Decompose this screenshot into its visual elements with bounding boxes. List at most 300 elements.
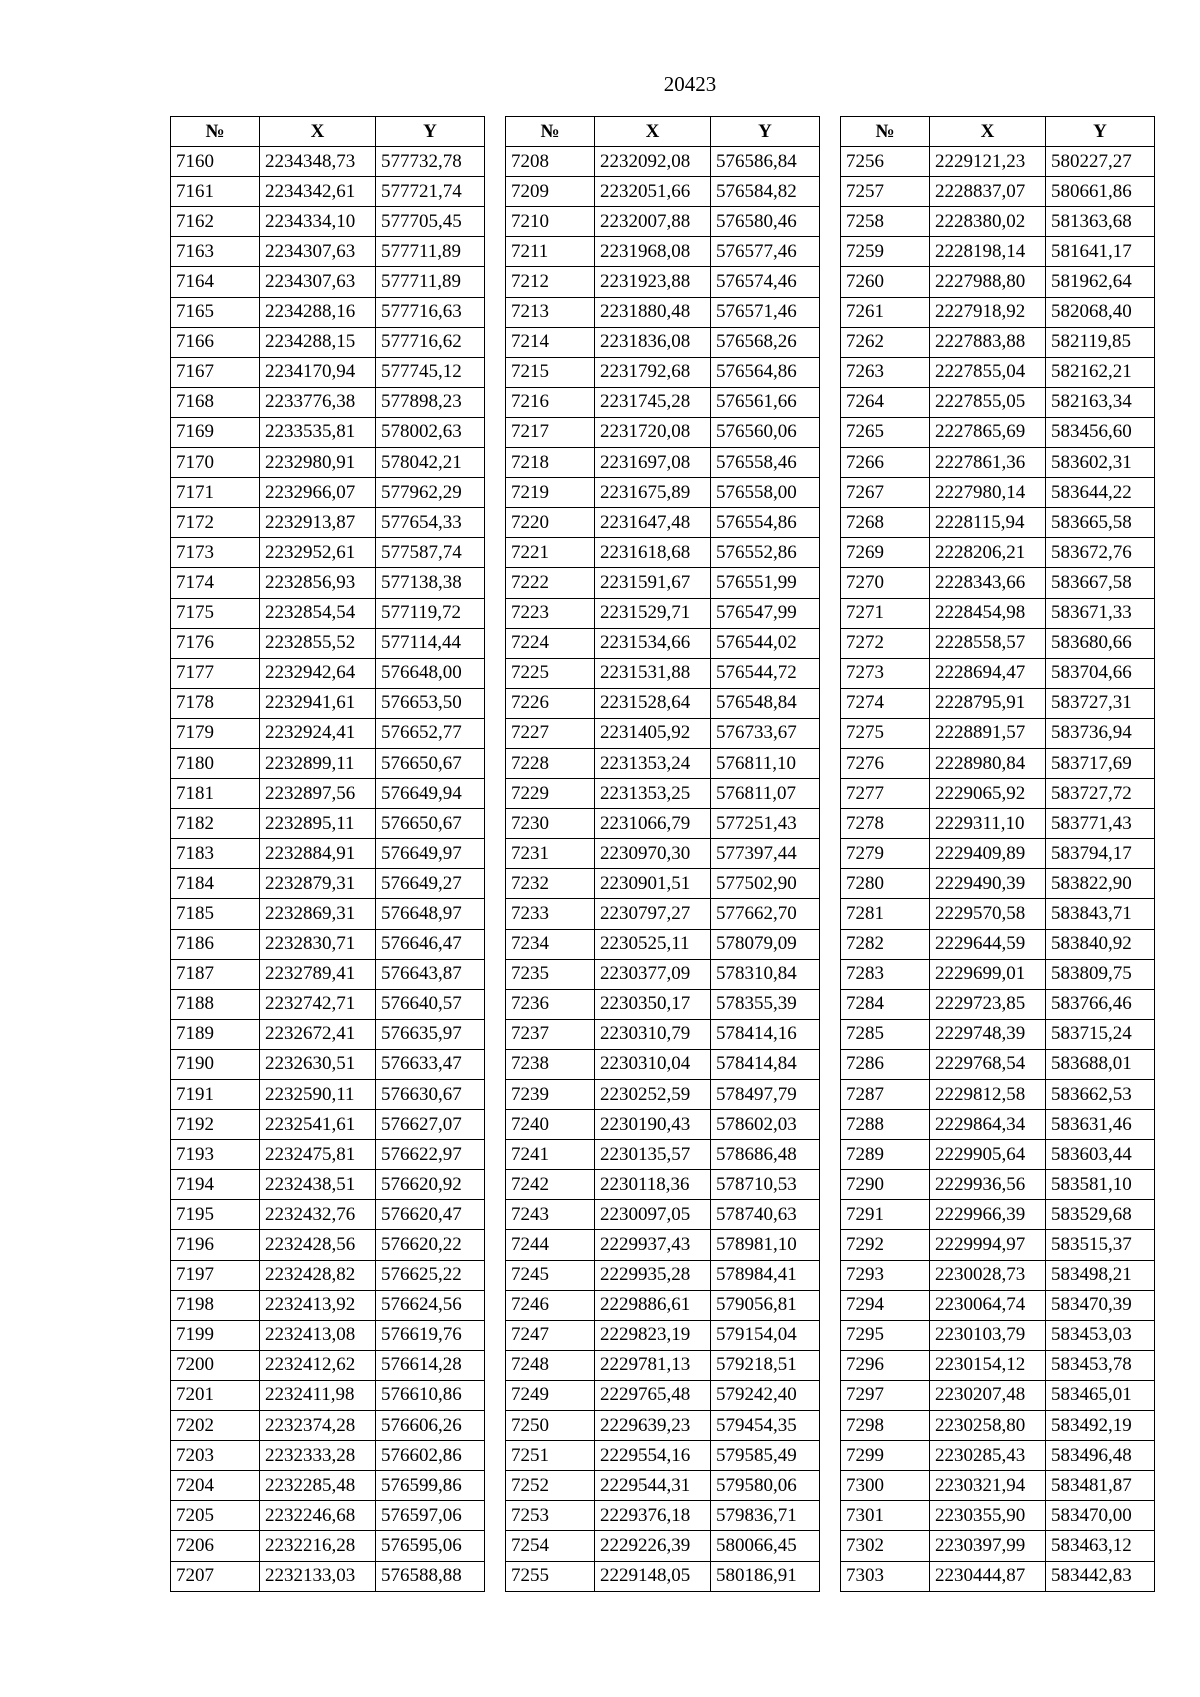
table-row [171, 538, 485, 568]
x-coordinate-cell: 2232897,56 [260, 779, 376, 809]
x-coordinate-cell: 2230154,12 [930, 1350, 1046, 1380]
table-body [171, 147, 485, 1592]
y-coordinate-cell: 577662,70 [711, 899, 820, 929]
table-row [171, 448, 485, 478]
table-row [506, 1501, 820, 1531]
x-coordinate-cell: 2229121,23 [930, 147, 1046, 177]
point-number-cell: 7215 [506, 357, 595, 387]
point-number-cell: 7260 [841, 267, 930, 297]
table-header-row [841, 117, 1155, 147]
y-coordinate-cell: 576584,82 [711, 177, 820, 207]
x-coordinate-cell: 2232092,08 [595, 147, 711, 177]
table-row [171, 748, 485, 778]
point-number-cell: 7246 [506, 1290, 595, 1320]
table-row [841, 568, 1155, 598]
y-coordinate-cell: 579242,40 [711, 1380, 820, 1410]
point-number-cell: 7167 [171, 357, 260, 387]
y-coordinate-cell: 583631,46 [1046, 1110, 1155, 1140]
table-row [506, 207, 820, 237]
table-row [171, 1230, 485, 1260]
x-coordinate-cell: 2227855,05 [930, 387, 1046, 417]
x-coordinate-cell: 2230525,11 [595, 929, 711, 959]
table-row [841, 688, 1155, 718]
table-row [841, 448, 1155, 478]
table-row [506, 1260, 820, 1290]
x-coordinate-cell: 2230310,04 [595, 1049, 711, 1079]
x-coordinate-cell: 2231534,66 [595, 628, 711, 658]
point-number-cell: 7165 [171, 297, 260, 327]
x-coordinate-cell: 2232966,07 [260, 478, 376, 508]
x-coordinate-cell: 2229864,34 [930, 1110, 1046, 1140]
y-coordinate-cell: 576630,67 [376, 1080, 485, 1110]
table-row [506, 989, 820, 1019]
x-coordinate-cell: 2229644,59 [930, 929, 1046, 959]
point-number-cell: 7300 [841, 1471, 930, 1501]
point-number-cell: 7186 [171, 929, 260, 959]
x-coordinate-cell: 2231066,79 [595, 809, 711, 839]
point-number-cell: 7183 [171, 839, 260, 869]
y-coordinate-cell: 581641,17 [1046, 237, 1155, 267]
point-number-cell: 7263 [841, 357, 930, 387]
table-row [841, 1200, 1155, 1230]
y-coordinate-cell: 578414,84 [711, 1049, 820, 1079]
point-number-cell: 7279 [841, 839, 930, 869]
y-coordinate-cell: 583667,58 [1046, 568, 1155, 598]
x-coordinate-cell: 2230310,79 [595, 1019, 711, 1049]
point-number-cell: 7297 [841, 1380, 930, 1410]
y-coordinate-cell: 583470,39 [1046, 1290, 1155, 1320]
y-coordinate-cell: 576635,97 [376, 1019, 485, 1049]
header-y: Y [1046, 117, 1155, 147]
y-coordinate-cell: 576544,02 [711, 628, 820, 658]
header-number: № [841, 117, 930, 147]
y-coordinate-cell: 577502,90 [711, 869, 820, 899]
x-coordinate-cell: 2232952,61 [260, 538, 376, 568]
table-row [841, 1140, 1155, 1170]
x-coordinate-cell: 2228980,84 [930, 748, 1046, 778]
x-coordinate-cell: 2231792,68 [595, 357, 711, 387]
y-coordinate-cell: 576574,46 [711, 267, 820, 297]
point-number-cell: 7257 [841, 177, 930, 207]
table-row [841, 1531, 1155, 1561]
y-coordinate-cell: 576649,94 [376, 779, 485, 809]
y-coordinate-cell: 583771,43 [1046, 809, 1155, 839]
table-row [171, 869, 485, 899]
table-row [171, 237, 485, 267]
point-number-cell: 7162 [171, 207, 260, 237]
x-coordinate-cell: 2229936,56 [930, 1170, 1046, 1200]
point-number-cell: 7273 [841, 658, 930, 688]
table-row [171, 1110, 485, 1140]
y-coordinate-cell: 579580,06 [711, 1471, 820, 1501]
table-row [171, 1471, 485, 1501]
x-coordinate-cell: 2229554,16 [595, 1441, 711, 1471]
y-coordinate-cell: 580186,91 [711, 1561, 820, 1591]
y-coordinate-cell: 576633,47 [376, 1049, 485, 1079]
y-coordinate-cell: 583498,21 [1046, 1260, 1155, 1290]
point-number-cell: 7207 [171, 1561, 260, 1591]
x-coordinate-cell: 2229748,39 [930, 1019, 1046, 1049]
point-number-cell: 7229 [506, 779, 595, 809]
point-number-cell: 7211 [506, 237, 595, 267]
table-row [841, 387, 1155, 417]
table-row [506, 1170, 820, 1200]
y-coordinate-cell: 578355,39 [711, 989, 820, 1019]
x-coordinate-cell: 2228380,02 [930, 207, 1046, 237]
x-coordinate-cell: 2232924,41 [260, 718, 376, 748]
point-number-cell: 7189 [171, 1019, 260, 1049]
x-coordinate-cell: 2229812,58 [930, 1080, 1046, 1110]
y-coordinate-cell: 576544,72 [711, 658, 820, 688]
x-coordinate-cell: 2230285,43 [930, 1441, 1046, 1471]
point-number-cell: 7267 [841, 478, 930, 508]
x-coordinate-cell: 2229148,05 [595, 1561, 711, 1591]
x-coordinate-cell: 2232884,91 [260, 839, 376, 869]
table-row [171, 297, 485, 327]
point-number-cell: 7166 [171, 327, 260, 357]
point-number-cell: 7232 [506, 869, 595, 899]
table-row [841, 1441, 1155, 1471]
header-y: Y [711, 117, 820, 147]
point-number-cell: 7203 [171, 1441, 260, 1471]
x-coordinate-cell: 2232285,48 [260, 1471, 376, 1501]
point-number-cell: 7288 [841, 1110, 930, 1140]
table-row [506, 1380, 820, 1410]
x-coordinate-cell: 2234307,63 [260, 267, 376, 297]
x-coordinate-cell: 2231528,64 [595, 688, 711, 718]
table-row [506, 839, 820, 869]
point-number-cell: 7281 [841, 899, 930, 929]
point-number-cell: 7256 [841, 147, 930, 177]
x-coordinate-cell: 2229994,97 [930, 1230, 1046, 1260]
point-number-cell: 7287 [841, 1080, 930, 1110]
x-coordinate-cell: 2231836,08 [595, 327, 711, 357]
y-coordinate-cell: 577711,89 [376, 267, 485, 297]
x-coordinate-cell: 2231353,25 [595, 779, 711, 809]
y-coordinate-cell: 576643,87 [376, 959, 485, 989]
y-coordinate-cell: 582163,34 [1046, 387, 1155, 417]
x-coordinate-cell: 2232855,52 [260, 628, 376, 658]
table-row [841, 1260, 1155, 1290]
table-row [841, 297, 1155, 327]
x-coordinate-cell: 2231353,24 [595, 748, 711, 778]
y-coordinate-cell: 583665,58 [1046, 508, 1155, 538]
point-number-cell: 7205 [171, 1501, 260, 1531]
y-coordinate-cell: 583680,66 [1046, 628, 1155, 658]
header-y: Y [376, 117, 485, 147]
y-coordinate-cell: 576586,84 [711, 147, 820, 177]
table-row [506, 417, 820, 447]
y-coordinate-cell: 576619,76 [376, 1320, 485, 1350]
x-coordinate-cell: 2230397,99 [930, 1531, 1046, 1561]
x-coordinate-cell: 2228198,14 [930, 237, 1046, 267]
table-row [841, 748, 1155, 778]
y-coordinate-cell: 576561,66 [711, 387, 820, 417]
x-coordinate-cell: 2228454,98 [930, 598, 1046, 628]
y-coordinate-cell: 577114,44 [376, 628, 485, 658]
y-coordinate-cell: 576652,77 [376, 718, 485, 748]
y-coordinate-cell: 577654,33 [376, 508, 485, 538]
y-coordinate-cell: 583840,92 [1046, 929, 1155, 959]
y-coordinate-cell: 579585,49 [711, 1441, 820, 1471]
x-coordinate-cell: 2230207,48 [930, 1380, 1046, 1410]
table-row [171, 989, 485, 1019]
table-row [841, 237, 1155, 267]
x-coordinate-cell: 2230901,51 [595, 869, 711, 899]
y-coordinate-cell: 583481,87 [1046, 1471, 1155, 1501]
point-number-cell: 7196 [171, 1230, 260, 1260]
y-coordinate-cell: 578740,63 [711, 1200, 820, 1230]
x-coordinate-cell: 2231745,28 [595, 387, 711, 417]
table-row [841, 508, 1155, 538]
x-coordinate-cell: 2232899,11 [260, 748, 376, 778]
x-coordinate-cell: 2228837,07 [930, 177, 1046, 207]
x-coordinate-cell: 2232432,76 [260, 1200, 376, 1230]
x-coordinate-cell: 2230444,87 [930, 1561, 1046, 1591]
table-row [506, 538, 820, 568]
point-number-cell: 7191 [171, 1080, 260, 1110]
point-number-cell: 7198 [171, 1290, 260, 1320]
y-coordinate-cell: 583603,44 [1046, 1140, 1155, 1170]
x-coordinate-cell: 2232590,11 [260, 1080, 376, 1110]
y-coordinate-cell: 578984,41 [711, 1260, 820, 1290]
header-x: X [930, 117, 1046, 147]
table-row [506, 1561, 820, 1591]
x-coordinate-cell: 2229966,39 [930, 1200, 1046, 1230]
y-coordinate-cell: 576649,97 [376, 839, 485, 869]
y-coordinate-cell: 583496,48 [1046, 1441, 1155, 1471]
y-coordinate-cell: 576614,28 [376, 1350, 485, 1380]
table-row [506, 1441, 820, 1471]
table-row [171, 1049, 485, 1079]
table-row [841, 267, 1155, 297]
x-coordinate-cell: 2230355,90 [930, 1501, 1046, 1531]
x-coordinate-cell: 2233776,38 [260, 387, 376, 417]
x-coordinate-cell: 2229490,39 [930, 869, 1046, 899]
point-number-cell: 7242 [506, 1170, 595, 1200]
point-number-cell: 7199 [171, 1320, 260, 1350]
y-coordinate-cell: 583453,78 [1046, 1350, 1155, 1380]
table-row [171, 267, 485, 297]
y-coordinate-cell: 576620,47 [376, 1200, 485, 1230]
x-coordinate-cell: 2232413,08 [260, 1320, 376, 1350]
y-coordinate-cell: 576811,07 [711, 779, 820, 809]
x-coordinate-cell: 2232854,54 [260, 598, 376, 628]
point-number-cell: 7253 [506, 1501, 595, 1531]
table-row [506, 899, 820, 929]
y-coordinate-cell: 576597,06 [376, 1501, 485, 1531]
x-coordinate-cell: 2229935,28 [595, 1260, 711, 1290]
point-number-cell: 7193 [171, 1140, 260, 1170]
point-number-cell: 7230 [506, 809, 595, 839]
table-row [841, 779, 1155, 809]
y-coordinate-cell: 583843,71 [1046, 899, 1155, 929]
table-row [171, 417, 485, 447]
y-coordinate-cell: 578710,53 [711, 1170, 820, 1200]
x-coordinate-cell: 2231675,89 [595, 478, 711, 508]
table-row [171, 177, 485, 207]
y-coordinate-cell: 583688,01 [1046, 1049, 1155, 1079]
y-coordinate-cell: 576558,46 [711, 448, 820, 478]
table-row [506, 1140, 820, 1170]
y-coordinate-cell: 576568,26 [711, 327, 820, 357]
y-coordinate-cell: 578079,09 [711, 929, 820, 959]
x-coordinate-cell: 2228115,94 [930, 508, 1046, 538]
x-coordinate-cell: 2229544,31 [595, 1471, 711, 1501]
point-number-cell: 7238 [506, 1049, 595, 1079]
y-coordinate-cell: 577251,43 [711, 809, 820, 839]
table-row [171, 718, 485, 748]
table-row [506, 1019, 820, 1049]
point-number-cell: 7169 [171, 417, 260, 447]
x-coordinate-cell: 2232412,62 [260, 1350, 376, 1380]
x-coordinate-cell: 2232789,41 [260, 959, 376, 989]
point-number-cell: 7278 [841, 809, 930, 839]
table-row [506, 658, 820, 688]
point-number-cell: 7245 [506, 1260, 595, 1290]
x-coordinate-cell: 2232216,28 [260, 1531, 376, 1561]
y-coordinate-cell: 576646,47 [376, 929, 485, 959]
table-row [171, 809, 485, 839]
coordinates-table-3 [840, 116, 1155, 1592]
point-number-cell: 7303 [841, 1561, 930, 1591]
point-number-cell: 7182 [171, 809, 260, 839]
y-coordinate-cell: 578497,79 [711, 1080, 820, 1110]
point-number-cell: 7228 [506, 748, 595, 778]
table-row [841, 1170, 1155, 1200]
x-coordinate-cell: 2229065,92 [930, 779, 1046, 809]
table-row [171, 1200, 485, 1230]
table-row [506, 779, 820, 809]
table-row [506, 297, 820, 327]
x-coordinate-cell: 2232830,71 [260, 929, 376, 959]
point-number-cell: 7298 [841, 1411, 930, 1441]
point-number-cell: 7218 [506, 448, 595, 478]
x-coordinate-cell: 2230097,05 [595, 1200, 711, 1230]
table-row [506, 869, 820, 899]
x-coordinate-cell: 2232913,87 [260, 508, 376, 538]
point-number-cell: 7272 [841, 628, 930, 658]
table-row [506, 1110, 820, 1140]
y-coordinate-cell: 579454,35 [711, 1411, 820, 1441]
y-coordinate-cell: 583704,66 [1046, 658, 1155, 688]
point-number-cell: 7223 [506, 598, 595, 628]
table-row [171, 598, 485, 628]
table-row [841, 598, 1155, 628]
table-row [841, 989, 1155, 1019]
x-coordinate-cell: 2228558,57 [930, 628, 1046, 658]
point-number-cell: 7276 [841, 748, 930, 778]
x-coordinate-cell: 2231618,68 [595, 538, 711, 568]
table-row [506, 718, 820, 748]
table-row [841, 718, 1155, 748]
x-coordinate-cell: 2231697,08 [595, 448, 711, 478]
point-number-cell: 7210 [506, 207, 595, 237]
y-coordinate-cell: 576602,86 [376, 1441, 485, 1471]
point-number-cell: 7214 [506, 327, 595, 357]
x-coordinate-cell: 2234288,15 [260, 327, 376, 357]
table-row [171, 387, 485, 417]
y-coordinate-cell: 577119,72 [376, 598, 485, 628]
y-coordinate-cell: 577711,89 [376, 237, 485, 267]
y-coordinate-cell: 578602,03 [711, 1110, 820, 1140]
point-number-cell: 7286 [841, 1049, 930, 1079]
table-row [171, 357, 485, 387]
table-row [841, 809, 1155, 839]
y-coordinate-cell: 583671,33 [1046, 598, 1155, 628]
y-coordinate-cell: 583442,83 [1046, 1561, 1155, 1591]
point-number-cell: 7160 [171, 147, 260, 177]
header-number: № [506, 117, 595, 147]
x-coordinate-cell: 2230970,30 [595, 839, 711, 869]
x-coordinate-cell: 2231529,71 [595, 598, 711, 628]
table-row [841, 658, 1155, 688]
x-coordinate-cell: 2227865,69 [930, 417, 1046, 447]
x-coordinate-cell: 2232742,71 [260, 989, 376, 1019]
point-number-cell: 7188 [171, 989, 260, 1019]
table-row [506, 448, 820, 478]
point-number-cell: 7261 [841, 297, 930, 327]
y-coordinate-cell: 583727,31 [1046, 688, 1155, 718]
point-number-cell: 7178 [171, 688, 260, 718]
table-row [841, 1501, 1155, 1531]
table-row [506, 568, 820, 598]
y-coordinate-cell: 577397,44 [711, 839, 820, 869]
y-coordinate-cell: 576580,46 [711, 207, 820, 237]
y-coordinate-cell: 581363,68 [1046, 207, 1155, 237]
y-coordinate-cell: 579218,51 [711, 1350, 820, 1380]
header-x: X [595, 117, 711, 147]
table-row [841, 1350, 1155, 1380]
point-number-cell: 7265 [841, 417, 930, 447]
x-coordinate-cell: 2231923,88 [595, 267, 711, 297]
x-coordinate-cell: 2228891,57 [930, 718, 1046, 748]
table-row [171, 1380, 485, 1410]
point-number-cell: 7289 [841, 1140, 930, 1170]
point-number-cell: 7181 [171, 779, 260, 809]
point-number-cell: 7264 [841, 387, 930, 417]
x-coordinate-cell: 2231968,08 [595, 237, 711, 267]
header-number: № [171, 117, 260, 147]
point-number-cell: 7249 [506, 1380, 595, 1410]
point-number-cell: 7258 [841, 207, 930, 237]
x-coordinate-cell: 2232246,68 [260, 1501, 376, 1531]
x-coordinate-cell: 2230797,27 [595, 899, 711, 929]
x-coordinate-cell: 2227855,04 [930, 357, 1046, 387]
point-number-cell: 7204 [171, 1471, 260, 1501]
table-row [841, 1320, 1155, 1350]
table-row [171, 899, 485, 929]
x-coordinate-cell: 2229886,61 [595, 1290, 711, 1320]
y-coordinate-cell: 576558,00 [711, 478, 820, 508]
table-row [171, 1501, 485, 1531]
point-number-cell: 7220 [506, 508, 595, 538]
point-number-cell: 7275 [841, 718, 930, 748]
table-row [506, 478, 820, 508]
y-coordinate-cell: 582162,21 [1046, 357, 1155, 387]
point-number-cell: 7185 [171, 899, 260, 929]
y-coordinate-cell: 578042,21 [376, 448, 485, 478]
x-coordinate-cell: 2232541,61 [260, 1110, 376, 1140]
y-coordinate-cell: 576620,92 [376, 1170, 485, 1200]
point-number-cell: 7239 [506, 1080, 595, 1110]
x-coordinate-cell: 2231591,67 [595, 568, 711, 598]
point-number-cell: 7170 [171, 448, 260, 478]
point-number-cell: 7235 [506, 959, 595, 989]
table-row [506, 929, 820, 959]
y-coordinate-cell: 577721,74 [376, 177, 485, 207]
point-number-cell: 7163 [171, 237, 260, 267]
